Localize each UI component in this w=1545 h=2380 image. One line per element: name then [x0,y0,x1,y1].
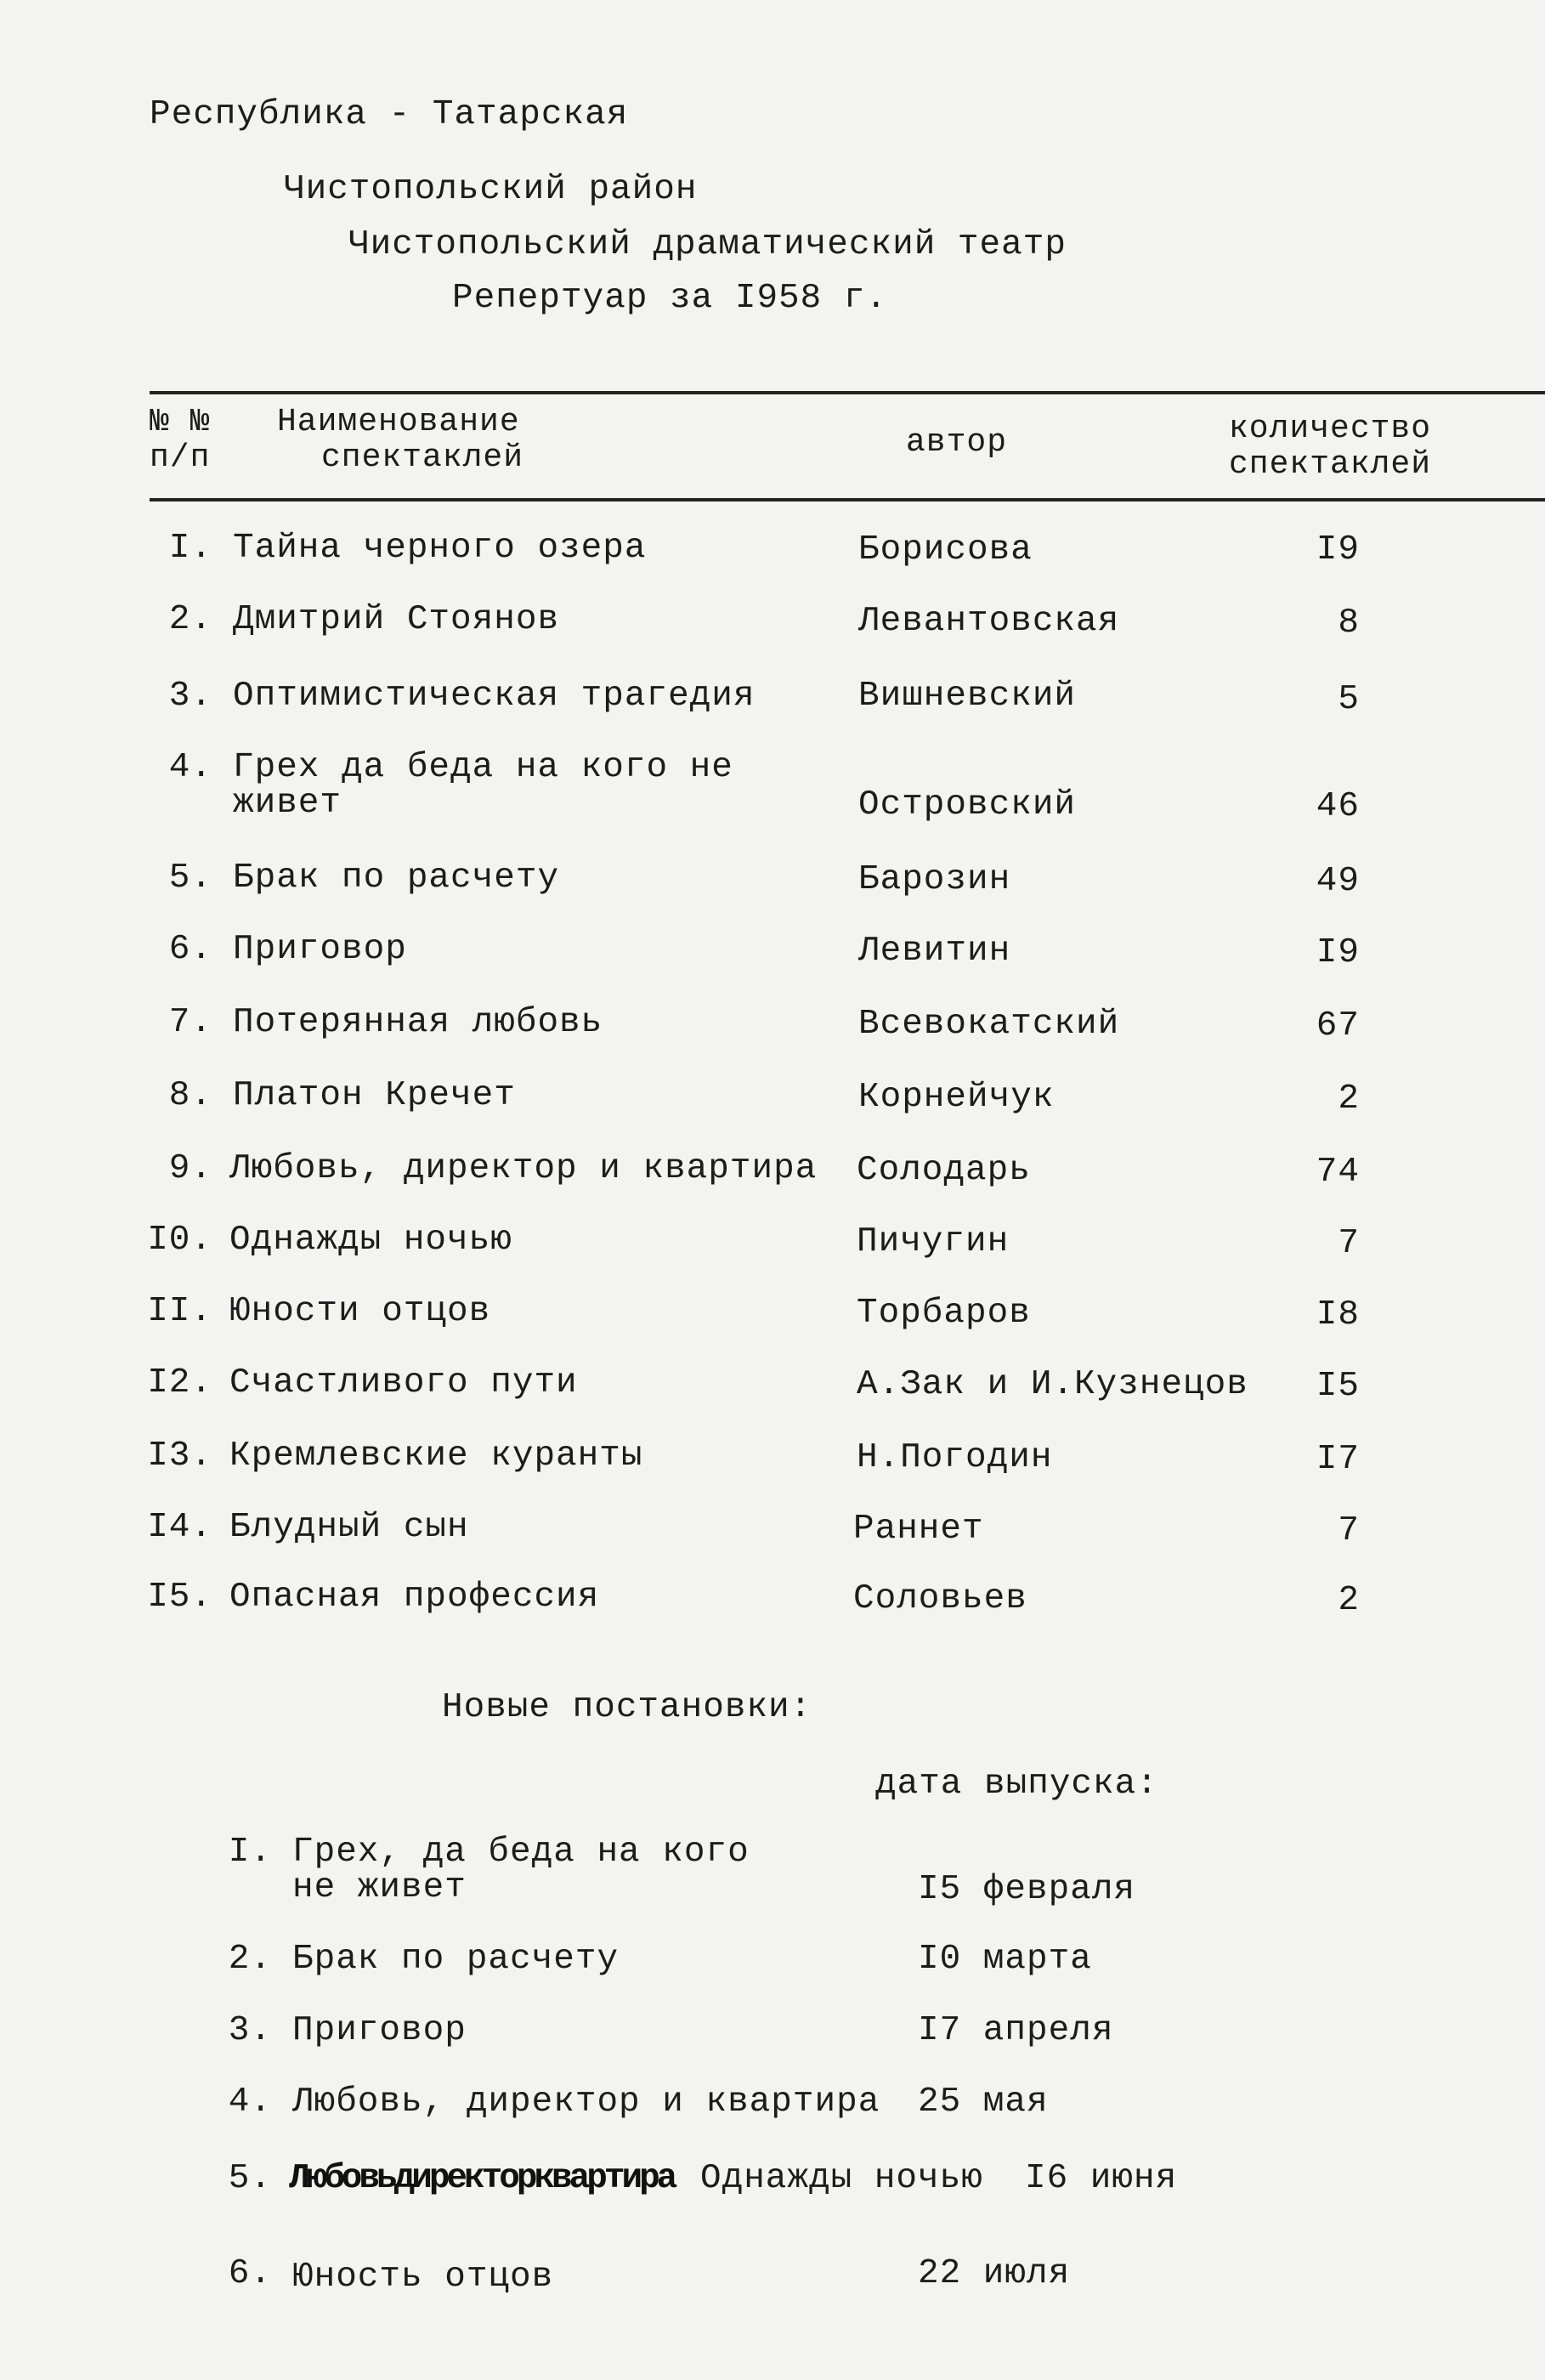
row-count: 5 [1338,680,1360,719]
row-title: Однажды ночью [229,1221,512,1260]
row-num: 8. [168,1076,212,1115]
col-name-line1: Наименование [277,404,520,440]
row-num: I2. [147,1363,212,1402]
row-num: 7. [168,1003,212,1042]
row-author: Всевокатский [858,1005,1120,1044]
new-item-date: I5 февраля [918,1870,1136,1909]
row-author: Вишневский [858,677,1077,716]
new-item-date: 22 июля [918,2254,1071,2293]
new-item-title: Юность отцов [292,2258,554,2297]
row-count: 2 [1338,1080,1360,1119]
row-num: I0. [147,1221,212,1260]
row-num: 9. [168,1149,212,1188]
row-num: 3. [168,677,212,716]
row-title: Дмитрий Стоянов [233,600,560,639]
new-item-title: Однажды ночью [700,2159,983,2198]
row-title: Кремлевские куранты [229,1436,643,1476]
row-author: Барозин [858,860,1011,899]
row-author: Левитин [858,932,1011,971]
row-title-cont: живет [233,784,342,823]
col-count-header [1229,411,1431,483]
row-title: Блудный сын [229,1508,469,1547]
row-author: А.Зак и И.Кузнецов [857,1365,1248,1404]
col-num-line1: № № [150,404,211,440]
new-item-num: 2. [228,1940,272,1979]
row-author: Соловьев [853,1579,1027,1618]
theatre-line: Чистопольский драматический театр [348,225,1067,264]
row-author: Торбаров [857,1294,1031,1333]
row-count: 49 [1316,862,1360,901]
row-title: Оптимистическая трагедия [233,677,756,716]
row-author: Левантовская [858,602,1120,641]
col-author-header: автор [906,424,1008,461]
row-count: 7 [1338,1224,1360,1263]
row-count: 2 [1338,1581,1360,1620]
new-item-num: 6. [228,2254,272,2293]
row-title: Брак по расчету [233,858,560,898]
col-num-line2: п/п [150,439,211,476]
row-count: 67 [1316,1006,1360,1046]
row-title: Любовь, директор и квартира [229,1149,818,1188]
row-num: I5. [147,1578,212,1617]
new-item-date: I0 марта [918,1940,1092,1979]
new-item-num: 5. [228,2159,272,2198]
row-title: Счастливого пути [229,1363,578,1402]
row-count: 7 [1338,1511,1360,1550]
row-num: I. [168,529,212,568]
row-title: Приговор [233,930,407,969]
row-author: Солодарь [857,1151,1031,1190]
row-title: Платон Кречет [233,1076,516,1115]
new-item-num: I. [228,1833,272,1872]
new-item-title-cont: не живет [292,1868,467,1907]
row-title: Грех да беда на кого не [233,748,733,787]
row-count: 46 [1316,787,1360,826]
new-productions-heading: Новые постановки: [442,1688,812,1727]
new-item-title: Брак по расчету [292,1940,620,1979]
table-top-rule [150,391,1545,394]
row-count: I8 [1316,1295,1360,1334]
row-num: I4. [147,1508,212,1547]
row-author: Раннет [853,1510,984,1549]
row-author: Борисова [858,530,1033,570]
col-num-header [150,405,210,476]
new-item-title: Приговор [292,2011,467,2050]
new-item-date: 25 мая [918,2082,1049,2122]
row-count: 8 [1338,604,1360,643]
new-item-date: I6 июня [1025,2159,1178,2198]
row-count: I9 [1316,530,1360,570]
row-count: I7 [1316,1440,1360,1479]
col-name-header [277,405,523,476]
row-count: I9 [1316,933,1360,972]
row-author: Островский [858,785,1077,824]
row-count: I5 [1316,1367,1360,1406]
row-num: 4. [168,748,212,787]
new-item-date: I7 апреля [918,2011,1114,2050]
col-count-line2: спектаклей [1229,446,1432,483]
row-count: 74 [1316,1153,1360,1192]
district-line: Чистопольский район [284,170,698,209]
row-author: Корнейчук [858,1078,1055,1117]
republic-line: Республика - Татарская [150,95,629,134]
row-num: 6. [168,930,212,969]
struck-out-text: Любовьдиректорквартира [289,2159,675,2198]
row-num: II. [147,1292,212,1331]
row-author: Н.Погодин [857,1438,1053,1477]
row-author: Пичугин [857,1222,1010,1261]
page-title: Репертуар за I958 г. [452,279,888,318]
release-date-heading: дата выпуска: [875,1765,1158,1804]
row-title: Потерянная любовь [233,1003,603,1042]
row-num: 5. [168,858,212,898]
new-item-title: Любовь, директор и квартира [292,2082,880,2122]
row-title: Тайна черного озера [233,529,647,568]
new-item-title: Грех, да беда на кого [292,1833,750,1872]
row-title: Юности отцов [229,1292,491,1331]
table-header-rule [150,498,1545,502]
row-title: Опасная профессия [229,1578,600,1617]
col-count-line1: количество [1229,411,1432,447]
new-item-num: 4. [228,2082,272,2122]
row-num: I3. [147,1436,212,1476]
col-name-line2: спектаклей [321,439,524,476]
row-num: 2. [168,600,212,639]
new-item-num: 3. [228,2011,272,2050]
